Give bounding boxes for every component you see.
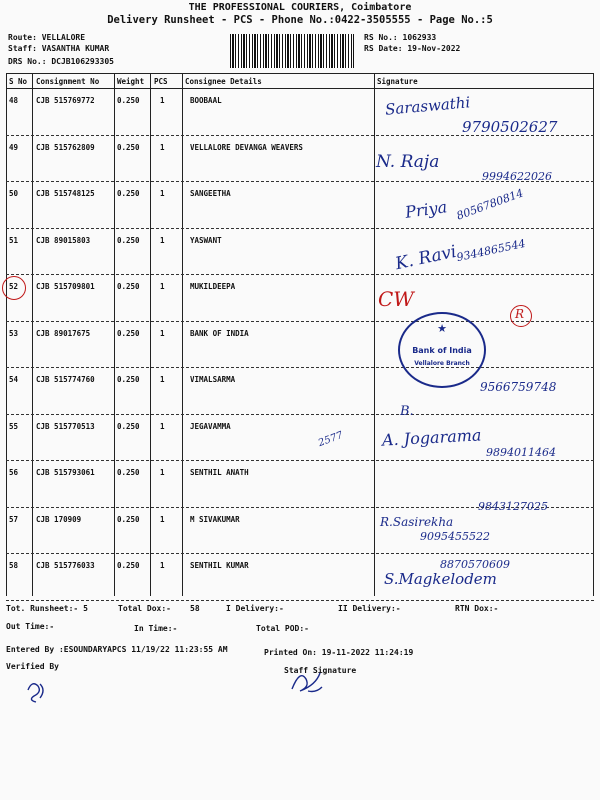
signature-58: S.Magkelodem: [384, 570, 497, 588]
staff-signature: Staff Signature: [284, 666, 357, 675]
row-pcs: 1: [160, 468, 165, 477]
row-weight: 0.250: [117, 514, 140, 524]
out-time: Out Time:-: [6, 622, 55, 631]
phone-58: 8870570609: [440, 558, 510, 571]
row-weight: 0.250: [117, 421, 140, 431]
row-sno: 53: [9, 328, 19, 338]
runsheet-table: [6, 73, 594, 596]
staff: Staff: VASANTHA KUMAR: [8, 44, 110, 53]
row-consignee: JEGAVAMMA: [190, 421, 231, 431]
row-weight: 0.250: [117, 468, 140, 477]
signature-55: A. Jogarama: [381, 425, 482, 450]
row-consignment-no: CJB 89017675: [36, 328, 91, 338]
row-pcs: 1: [160, 142, 165, 152]
row-pcs: 1: [160, 189, 165, 198]
tot-runsheet: Tot. Runsheet:- 5: [6, 604, 88, 613]
bank-stamp: ★ Bank of India Vellalore Branch: [398, 312, 486, 388]
barcode: [230, 34, 354, 68]
rs-date: RS Date: 19-Nov-2022: [364, 44, 461, 53]
row-consignee: MUKILDEEPA: [190, 282, 236, 291]
row-weight: 0.250: [117, 142, 140, 152]
col-weight: Weight: [117, 77, 145, 86]
footer-rule: [6, 600, 594, 601]
rtn-dox: RTN Dox:-: [455, 604, 499, 613]
total-dox-label: Total Dox:-: [118, 604, 171, 613]
route: Route: VELLALORE: [8, 33, 86, 42]
row-pcs: 1: [160, 328, 165, 338]
row-sno: 55: [9, 421, 19, 431]
phone-57: 9095455522: [420, 530, 490, 543]
printed-on: Printed On: 19-11-2022 11:24:19: [264, 648, 414, 657]
row-sno: 57: [9, 514, 19, 524]
row-sno: 48: [9, 96, 19, 105]
row-pcs: 1: [160, 421, 165, 431]
phone-55: 9894011464: [486, 446, 556, 459]
row-weight: 0.250: [117, 561, 140, 570]
row-sno: 58: [9, 561, 19, 570]
row-pcs: 1: [160, 235, 165, 245]
row-consignment-no: CJB 515748125: [36, 189, 95, 198]
cw-mark: CW: [378, 287, 414, 311]
phone-49: 9994622026: [482, 170, 552, 183]
phone-56: 9843127025: [478, 500, 548, 513]
col-consignee: Consignee Details: [185, 77, 262, 86]
phone-48: 9790502627: [462, 118, 558, 136]
row-consignee: M SIVAKUMAR: [190, 514, 240, 524]
row-weight: 0.250: [117, 375, 140, 384]
row-consignee: BOOBAAL: [190, 96, 222, 105]
row-consignment-no: CJB 515793061: [36, 468, 95, 477]
signature-48: Saraswathi: [384, 93, 471, 119]
col-consignment: Consignment No: [36, 77, 100, 86]
col-pcs: PCS: [154, 77, 168, 86]
row-sno: 52: [9, 282, 19, 291]
row-sno: 54: [9, 375, 19, 384]
row-consignee: BANK OF INDIA: [190, 328, 249, 338]
row-divider: [6, 414, 594, 415]
total-pod: Total POD:-: [256, 624, 309, 633]
drs-number: DRS No.: DCJB106293305: [8, 57, 114, 66]
row-consignee: YASWANT: [190, 235, 222, 245]
row-pcs: 1: [160, 96, 165, 105]
row-weight: 0.250: [117, 328, 140, 338]
row-consignee: SANGEETHA: [190, 189, 231, 198]
rs-number: RS No.: 1062933: [364, 33, 437, 42]
signature-50: Priya: [403, 197, 449, 222]
row-consignment-no: CJB 89015803: [36, 235, 91, 245]
company-title: THE PROFESSIONAL COURIERS, Coimbatore: [188, 2, 412, 13]
row-pcs: 1: [160, 375, 165, 384]
phone-54: 9566759748: [480, 380, 557, 394]
signature-51: K. Ravi: [393, 241, 459, 275]
row-pcs: 1: [160, 282, 165, 291]
row-weight: 0.250: [117, 282, 140, 291]
row-consignment-no: CJB 515770513: [36, 421, 95, 431]
row-sno: 50: [9, 189, 19, 198]
sno-52-circle: [2, 276, 26, 300]
row-consignment-no: CJB 515774760: [36, 375, 95, 384]
row-divider: [6, 274, 594, 275]
note-55: 2577: [316, 429, 345, 450]
i-delivery: I Delivery:-: [226, 604, 284, 613]
verified-signature: [22, 676, 52, 706]
col-sno: S No: [9, 77, 28, 86]
signature-57: R.Sasirekha: [380, 515, 454, 529]
staff-signature-mark: [286, 665, 326, 697]
row-weight: 0.250: [117, 96, 140, 105]
row-consignee: VELLALORE DEVANGA WEAVERS: [190, 142, 303, 152]
total-dox-value: 58: [190, 604, 200, 613]
row-divider: [6, 321, 594, 322]
row-consignee: SENTHIL ANATH: [190, 468, 249, 477]
signature-54: B.: [400, 404, 414, 419]
row-sno: 49: [9, 142, 19, 152]
col-signature: Signature: [377, 77, 418, 86]
phone-50: 8056780814: [454, 186, 526, 223]
verified-by: Verified By: [6, 662, 59, 671]
row-divider: [6, 228, 594, 229]
row-consignment-no: CJB 515776033: [36, 561, 95, 570]
signature-49: N. Raja: [376, 152, 440, 172]
row-pcs: 1: [160, 561, 165, 570]
row-consignee: VIMALSARMA: [190, 375, 236, 384]
row-divider: [6, 367, 594, 368]
entered-by: Entered By :ESOUNDARYAPCS 11/19/22 11:23:55 AM: [6, 645, 228, 654]
row-sno: 56: [9, 468, 19, 477]
row-weight: 0.250: [117, 189, 140, 198]
phone-51: 9344865544: [455, 236, 527, 265]
row-consignee: SENTHIL KUMAR: [190, 561, 249, 570]
ii-delivery: II Delivery:-: [338, 604, 401, 613]
row-divider: [6, 553, 594, 554]
r-mark: R: [515, 307, 525, 321]
in-time: In Time:-: [134, 624, 178, 633]
row-sno: 51: [9, 235, 19, 245]
row-consignment-no: CJB 515709801: [36, 282, 95, 291]
stamp-star-icon: ★: [437, 322, 447, 335]
row-divider: [6, 460, 594, 461]
runsheet-subtitle: Delivery Runsheet - PCS - Phone No.:0422-3505555 - Page No.:5: [107, 14, 493, 26]
row-consignment-no: CJB 515769772: [36, 96, 95, 105]
row-pcs: 1: [160, 514, 165, 524]
row-weight: 0.250: [117, 235, 140, 245]
row-consignment-no: CJB 170909: [36, 514, 82, 524]
row-consignment-no: CJB 515762809: [36, 142, 95, 152]
